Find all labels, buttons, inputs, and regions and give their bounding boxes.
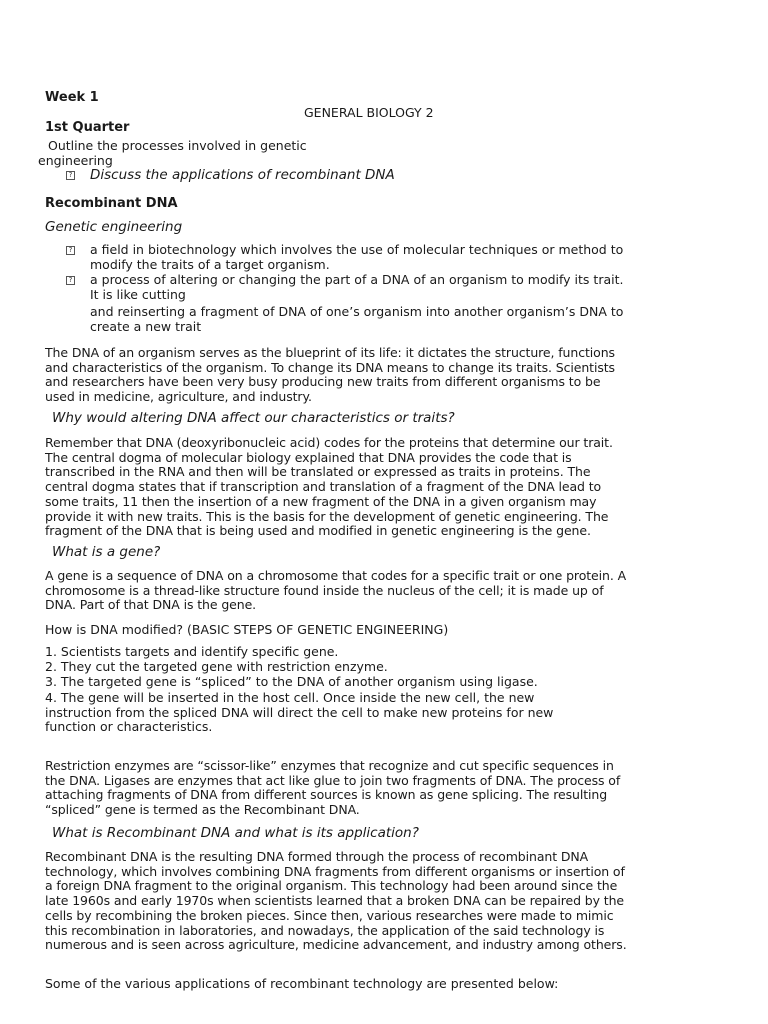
objective-line-2: engineering	[38, 153, 113, 168]
question-altering-dna: Why would altering DNA affect our characteristics or traits?	[52, 410, 455, 426]
question-recombinant-dna: What is Recombinant DNA and what is its application?	[52, 825, 419, 841]
week-label: Week 1	[45, 90, 99, 105]
objective-bullet	[66, 168, 636, 184]
bullet-icon: ?	[66, 276, 75, 285]
paragraph-recombinant-dna: Recombinant DNA is the resulting DNA formed through the process of recombinant DNA technology, which involves combining DNA fragments from different organisms or insertion of a foreign DNA fragment to the original organism. This technology had been around since the late 1960s and early 1970s when scientists learned that a broken DNA can be repaired by the cells by recombining the broken pieces. Since then, various researches were made to mimic this recombination in laboratories, and nowadays, the application of the said technology is numerous and is seen across agriculture, medicine advancement, and industry among others.	[45, 849, 627, 953]
question-what-is-gene: What is a gene?	[52, 544, 161, 560]
definition-continuation: and reinserting a fragment of DNA of one’s organism into another organism’s DNA to create a new trait	[90, 304, 624, 334]
definition-item-2	[66, 273, 636, 303]
step-2: 2. They cut the targeted gene with restriction enzyme.	[45, 659, 388, 674]
bullet-icon: ?	[66, 171, 75, 180]
quarter-label: 1st Quarter	[45, 120, 130, 135]
subsection-title: Genetic engineering	[45, 219, 183, 235]
definition-text-2: a process of altering or changing the part of a DNA of an organism to modify its trait. It is like cutting	[90, 272, 624, 302]
paragraph-restriction-enzymes: Restriction enzymes are “scissor-like” enzymes that recognize and cut specific sequences in the DNA. Ligases are enzymes that act like glue to join two fragments of DNA. The process of attaching fragments of DNA from different sources is known as gene splicing. The resulting “spliced” gene is termed as the Recombinant DNA.	[45, 758, 621, 818]
objective-line-1: Outline the processes involved in genetic	[48, 138, 307, 153]
definition-text-1: a field in biotechnology which involves the use of molecular techniques or method to modify the traits of a target organism.	[90, 242, 624, 272]
step-1: 1. Scientists targets and identify specific gene.	[45, 644, 339, 659]
bullet-icon: ?	[66, 246, 75, 255]
objective-bullet-text: Discuss the applications of recombinant DNA	[90, 167, 395, 183]
definition-item-1	[66, 243, 636, 273]
step-3: 3. The targeted gene is “spliced” to the DNA of another organism using ligase.	[45, 674, 538, 689]
step-4: 4. The gene will be inserted in the host cell. Once inside the new cell, the new instruction from the spliced DNA will direct the cell to make new proteins for new function or characteristics.	[45, 690, 554, 735]
paragraph-gene-definition: A gene is a sequence of DNA on a chromosome that codes for a specific trait or one protein. A chromosome is a thread-like structure found inside the nucleus of the cell; it is made up of DNA. Part of that DNA is the gene.	[45, 568, 627, 613]
paragraph-applications-intro: Some of the various applications of recombinant technology are presented below:	[45, 976, 559, 991]
paragraph-central-dogma: Remember that DNA (deoxyribonucleic acid) codes for the proteins that determine our trait. The central dogma of molecular biology explained that DNA provides the code that is transcribed in the RNA and then will be translated or expressed as traits in proteins. The central dogma states that if transcription and translation of a fragment of the DNA lead to some traits, 11 then the insertion of a new fragment of the DNA in a given organism may provide it with new traits. This is the basis for the development of genetic engineering. The fragment of the DNA that is being used and modified in genetic engineering is the gene.	[45, 435, 613, 539]
paragraph-blueprint: The DNA of an organism serves as the blueprint of its life: it dictates the structure, functions and characteristics of the organism. To change its DNA means to change its traits. Scientists and researchers have been very busy producing new traits from different organisms to be used in medicine, agriculture, and industry.	[45, 345, 615, 405]
section-title: Recombinant DNA	[45, 196, 178, 211]
steps-heading: How is DNA modified? (BASIC STEPS OF GENETIC ENGINEERING)	[45, 622, 449, 637]
course-title: GENERAL BIOLOGY 2	[304, 105, 434, 120]
